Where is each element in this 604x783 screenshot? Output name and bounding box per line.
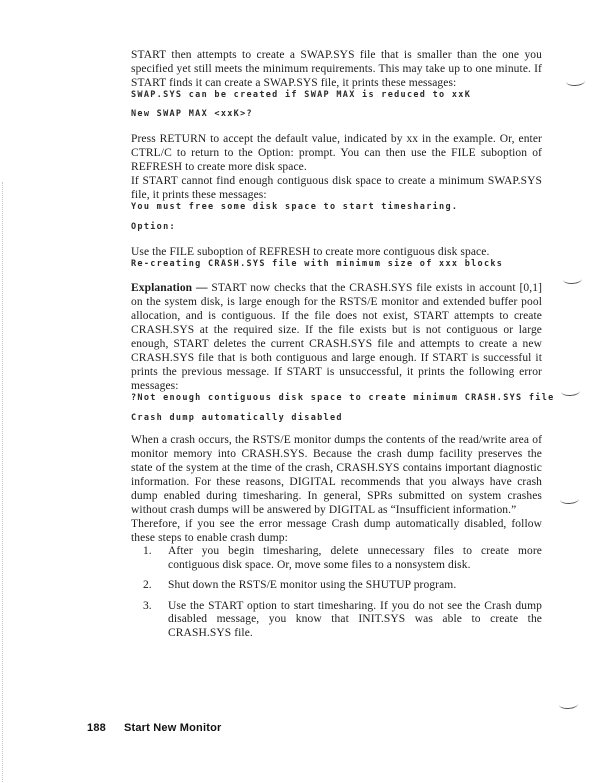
page-number: 188 (87, 722, 106, 734)
console-message-swap-created: SWAP.SYS can be created if SWAP MAX is reduced to xxK (131, 90, 472, 100)
paragraph-swap-smaller: START then attempts to create a SWAP.SYS file that is smaller than the one you specified yet still meets the minimum requirements. This may take up to one minute. If START finds it can create a SWAP.SYS file, it prints these messages: (131, 49, 542, 89)
paragraph-press-return: Press RETURN to accept the default value, indicated by xx in the example. Or, enter CTRL/C to return to the Option: prompt. You can then use the FILE suboption of REFRESH to create more disk space. (131, 133, 542, 173)
scan-curl-artifact (559, 703, 578, 710)
step-text: After you begin timesharing, delete unnecessary files to create more contiguous disk space. Or, move some files to a nonsystem disk. (168, 545, 542, 571)
page-body (131, 48, 555, 647)
console-prompt-new-swap-max: New SWAP MAX <xxK>? (131, 109, 253, 119)
console-message-free-space: You must free some disk space to start timesharing. (131, 202, 459, 212)
scan-curl-artifact (561, 390, 580, 397)
console-error-not-enough-space: ?Not enough contiguous disk space to create minimum CRASH.SYS file (131, 393, 555, 403)
paragraph-use-file-suboption: Use the FILE suboption of REFRESH to create more contiguous disk space. (131, 246, 490, 258)
numbered-step-list (131, 545, 542, 640)
step-number: 1. (143, 545, 152, 557)
scan-curl-artifact (566, 80, 585, 87)
console-prompt-option: Option: (131, 222, 176, 232)
explanation-text: START now checks that the CRASH.SYS file exists in account [0,1] on the system disk, is large enough for the RSTS/E monitor and extended buffer pool allocation, and is contiguous. If the file does not exist, START attempts to create CRASH.SYS at the required size. If the file exists but is not contiguous or large enough, START deletes the current CRASH.SYS file and attempts to create a new CRASH.SYS file that is both contiguous and large enough. If START is successful it prints the previous message. If START is unsuccessful, it prints the following error messages: (131, 282, 542, 392)
list-item-step-1 (131, 545, 542, 572)
section-title: Start New Monitor (123, 722, 222, 734)
console-error-crash-disabled: Crash dump automatically disabled (131, 413, 343, 423)
step-number: 3. (143, 599, 152, 612)
list-item-step-3 (131, 600, 542, 641)
explanation-label: Explanation — (131, 282, 212, 294)
paragraph-when-crash-occurs: When a crash occurs, the RSTS/E monitor dumps the contents of the read/write area of monitor memory into CRASH.SYS. Because the crash dump facility preserves the state of the system at the time of the crash, CRASH.SYS contains important diagnostic information. For these reasons, DIGITAL recommends that you always have crash dump enabled during timesharing. In general, SPRs submitted on system crashes without crash dumps will be answered by DIGITAL as “Insufficient information.” (131, 434, 542, 516)
step-text: Use the START option to start timesharing. If you do not see the Crash dump disabled message, you know that INIT.SYS was able to create the CRASH.SYS file. (168, 599, 542, 639)
list-item-step-2 (131, 579, 542, 593)
paragraph-cannot-find-space: If START cannot find enough contiguous disk space to create a minimum SWAP.SYS file, it prints these messages: (131, 175, 542, 201)
console-message-recreating-crash: Re-creating CRASH.SYS file with minimum size of xxx blocks (131, 259, 504, 269)
step-text: Shut down the RSTS/E monitor using the SHUTUP program. (168, 579, 457, 591)
page-footer (87, 722, 221, 734)
paragraph-therefore-steps: Therefore, if you see the error message Crash dump automatically disabled, follow these steps to enable crash dump: (131, 518, 542, 544)
paragraph-explanation (131, 281, 542, 393)
step-number: 2. (143, 579, 152, 591)
scan-curl-artifact (560, 498, 579, 505)
scan-edge-dots-artifact (2, 182, 3, 782)
scan-curl-artifact (563, 278, 582, 285)
